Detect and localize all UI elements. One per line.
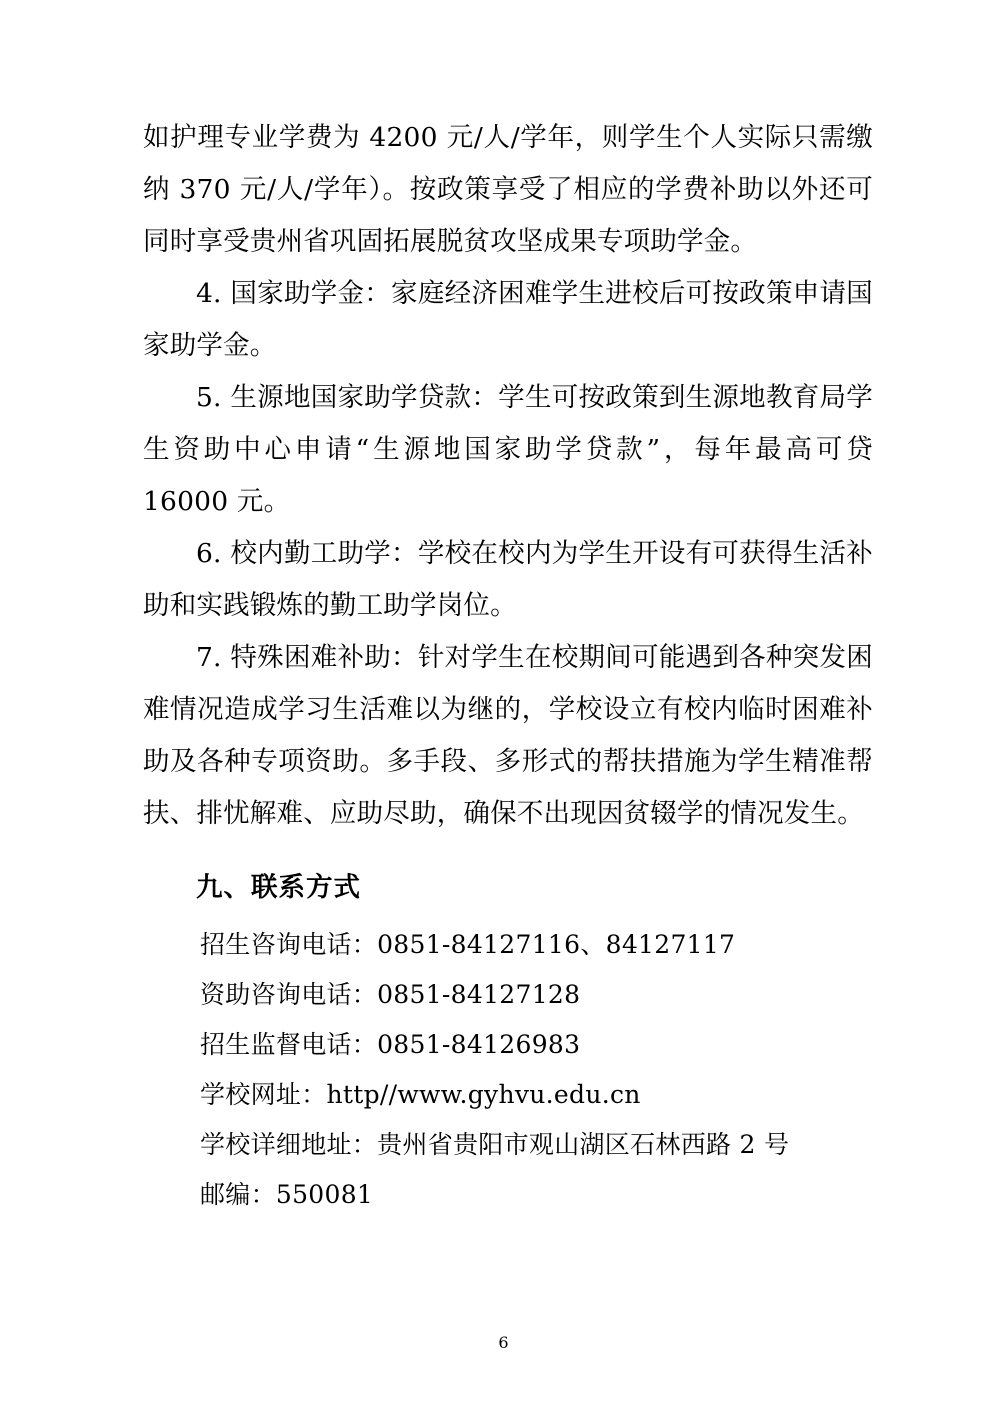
- section-heading-contact: 九、联系方式: [196, 872, 361, 903]
- paragraph-item-5: 5. 生源地国家助学贷款：学生可按政策到生源地教育局学生资助中心申请“生源地国家助学贷款”，每年最高可贷 16000 元。: [143, 382, 873, 517]
- contact-line-supervision-phone: 招生监督电话：0851-84126983: [200, 1030, 581, 1059]
- page-content: [143, 112, 873, 1220]
- paragraph-item-4: 4. 国家助学金：家庭经济困难学生进校后可按政策申请国家助学金。: [143, 278, 873, 361]
- contact-line-funding-phone: 资助咨询电话：0851-84127128: [200, 980, 581, 1009]
- contact-line-website: 学校网址：http//www.gyhvu.edu.cn: [200, 1080, 641, 1109]
- paragraph-item-6: 6. 校内勤工助学：学校在校内为学生开设有可获得生活补助和实践锻炼的勤工助学岗位。: [143, 538, 873, 621]
- contact-line-admissions-phone: 招生咨询电话：0851-84127116、84127117: [200, 930, 736, 959]
- contact-line-postcode: 邮编：550081: [200, 1180, 374, 1209]
- paragraph-continuation: 如护理专业学费为 4200 元/人/学年，则学生个人实际只需缴纳 370 元/人/学年）。按政策享受了相应的学费补助以外还可同时享受贵州省巩固拓展脱贫攻坚成果专项助学金。: [143, 122, 873, 257]
- page-number: 6: [498, 1333, 509, 1352]
- contact-line-address: 学校详细地址：贵州省贵阳市观山湖区石林西路 2 号: [200, 1130, 790, 1159]
- paragraph-item-7: 7. 特殊困难补助：针对学生在校期间可能遇到各种突发困难情况造成学习生活难以为继的，学校设立有校内临时困难补助及各种专项资助。多手段、多形式的帮扶措施为学生精准帮扶、排忧解难、应助尽助，确保不出现因贫辍学的情况发生。: [143, 642, 873, 829]
